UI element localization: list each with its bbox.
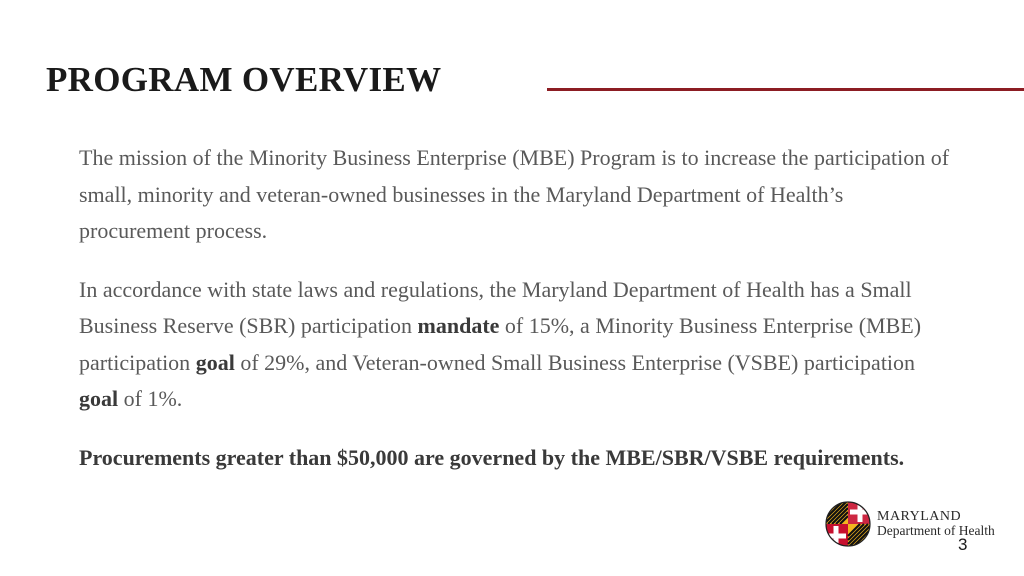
logo-maryland-text: MARYLAND	[877, 509, 962, 524]
title-divider	[547, 88, 1024, 91]
procurement-requirement-paragraph: Procurements greater than $50,000 are governed by the MBE/SBR/VSBE requirements.	[79, 444, 905, 470]
maryland-flag-emblem-icon	[824, 500, 872, 548]
mbe-goal-emphasis: goal	[195, 349, 235, 375]
mission-paragraph: The mission of the Minority Business Enterprise (MBE) Program is to increase the participation of small, minority and veteran-owned businesses in the Maryland Department of Health’s procurement process.	[79, 145, 950, 243]
page-title: PROGRAM OVERVIEW	[46, 60, 442, 99]
participation-text-2: of 15%, a Minority Business Enterprise (MBE) participation	[79, 313, 922, 375]
slide-body	[79, 140, 959, 498]
participation-paragraph	[79, 272, 959, 418]
logo-department-text: Department of Health	[877, 523, 995, 538]
mandate-emphasis: mandate	[417, 313, 500, 338]
participation-text-1: In accordance with state laws and regulations, the Maryland Department of Health has a Small Business Reserve (SBR) participation	[79, 276, 912, 338]
maryland-health-logo	[824, 500, 995, 548]
participation-text-3: of 29%, and Veteran-owned Small Business Enterprise (VSBE) participation	[234, 349, 916, 375]
participation-text-4: of 1%.	[118, 386, 183, 411]
logo-wordmark	[877, 510, 995, 538]
page-number: 3	[958, 535, 968, 554]
vsbe-goal-emphasis: goal	[79, 386, 119, 411]
